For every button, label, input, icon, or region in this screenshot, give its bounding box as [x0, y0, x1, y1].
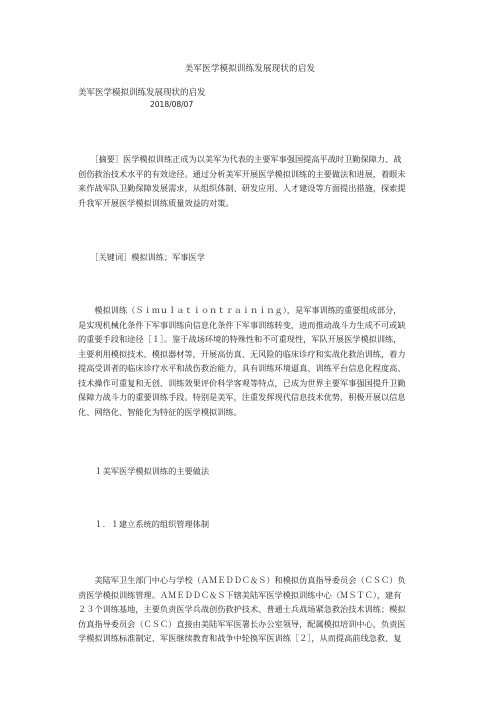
keywords-line: ［关键词］模拟训练；军事医学: [78, 252, 205, 262]
publish-date: 2018/08/07: [150, 100, 194, 109]
subsection-heading: [78, 517, 430, 532]
org-paragraph: [78, 573, 430, 646]
body-line: 责医学模拟训练管理。ＡＭＥＤＤＣ＆Ｓ下辖美陆军医学模拟训练中心（ＭＳＴＣ），建有: [78, 589, 402, 600]
abstract-line: ［摘要］医学模拟训练正成为以美军为代表的主要军事强国提高平战时卫勤保障力、战: [78, 154, 402, 164]
body-line: 仿真指导委员会（ＣＳＣ）直接由美陆军军医署长办公室领导，配属模拟培训中心，负责医: [78, 618, 406, 629]
abstract-paragraph: [78, 152, 430, 210]
section-heading: [78, 464, 430, 479]
document-subtitle: 美军医学模拟训练发展现状的启发: [78, 88, 206, 98]
body-line: 化、网络化、智能化为特征的医学模拟训练。: [78, 406, 242, 417]
subsection-heading-text: １．１建立系统的组织管理体制: [78, 519, 210, 529]
body-line: 美陆军卫生部门中心与学校（ＡＭＥＤＤＣ＆Ｓ）和模拟仿真指导委员会（ＣＳＣ）负: [78, 575, 406, 585]
abstract-line: 升我军开展医学模拟训练质量效益的对策。: [78, 197, 234, 208]
body-line: 保障力战斗力的重要训练手段。特别是美军，注重发挥现代信息技术优势，积极开展以信息: [78, 392, 406, 402]
section-heading-text: １美军医学模拟训练的主要做法: [78, 466, 210, 476]
abstract-line: 创伤救治技术水平的有效途径。通过分析美军开展医学模拟训练的主要做法和进展，着眼未: [78, 168, 406, 179]
body-line: 主要利用模拟技术、模拟器材等，开展高仿真、无风险的临床诊疗和实战化救治训练，着力: [78, 348, 406, 359]
body-line: 是实现机械化条件下军事训练向信息化条件下军事训练转变，进而推动战斗力生成不可或缺: [78, 319, 406, 330]
body-line: 提高受训者的临床诊疗水平和战伤救治能力，具有训练环境逼真、训练平台信息化程度高、: [78, 363, 406, 373]
body-line: 模拟训练（Ｓｉｍｕｌａｔｉｏｎｔｒａｉｎｉｎｇ），是军事训练的重要组成部分，: [78, 305, 402, 315]
body-line: ２３个训练基地，主要负责医学兵战创伤救护技术、普通士兵战场紧急救治技术训练；模拟: [78, 604, 406, 614]
body-line: 学模拟训练标准制定、军医继续教育和战争中轮换军医训练［２］，从而提高前线急救、复: [78, 633, 402, 643]
document-title: 美军医学模拟训练发展现状的启发: [184, 64, 316, 74]
abstract-line: 来作战军队卫勤保障发展需求，从组织体制、研发应用、人才建设等方面提出措施，探索提: [78, 183, 406, 193]
intro-paragraph: [78, 303, 430, 419]
body-line: 的重要手段和途径［１］。鉴于战场环境的特殊性和不可重现性，军队开展医学模拟训练，: [78, 334, 402, 344]
body-line: 技术操作可重复和无创、训练效果评价科学客观等特点，已成为世界主要军事强国提升卫勤: [78, 377, 406, 388]
keywords-paragraph: [78, 250, 430, 265]
